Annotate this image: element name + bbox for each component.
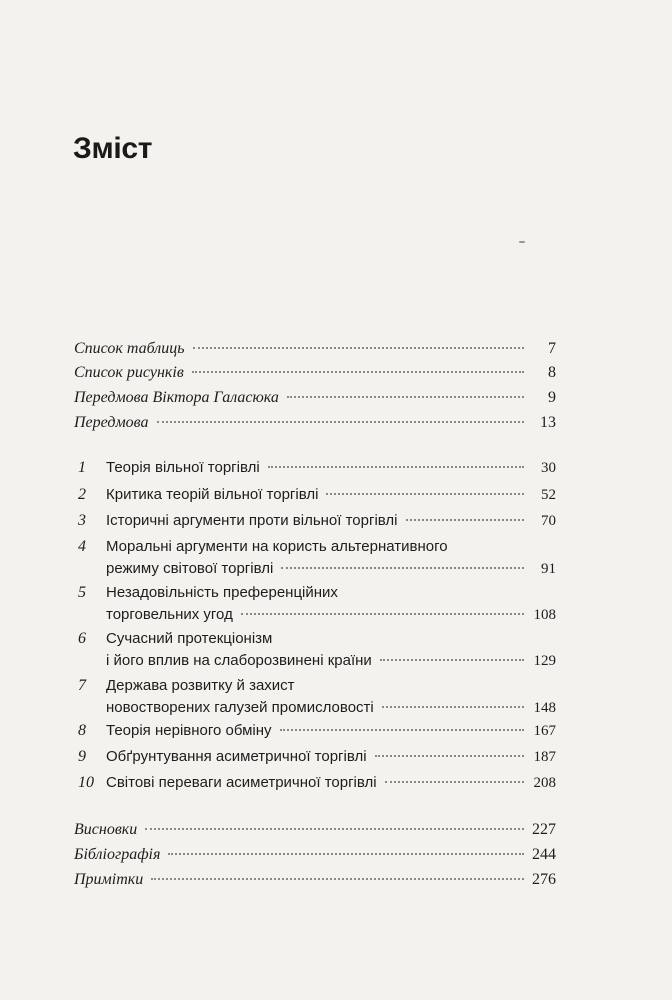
- toc-page-number: 9: [548, 389, 556, 406]
- toc-page-number: 52: [541, 487, 556, 503]
- chapter-number: 3: [78, 512, 86, 529]
- chapter-title: Держава розвитку й захист: [106, 677, 295, 694]
- toc-page-number: 208: [533, 775, 556, 791]
- chapter-title: Теорія нерівного обміну: [106, 722, 272, 739]
- toc-chapter-3[interactable]: [74, 510, 556, 532]
- chapter-title: Критика теорій вільної торгівлі: [106, 486, 319, 503]
- dot-leader: [241, 613, 524, 615]
- toc-page-number: 8: [548, 364, 556, 381]
- dot-leader: [157, 421, 525, 423]
- toc-entry-bibliography[interactable]: [74, 844, 556, 866]
- dot-leader: [380, 659, 524, 661]
- toc-chapter-9[interactable]: [74, 746, 556, 768]
- chapter-title: Історичні аргументи проти вільної торгівлі: [106, 512, 398, 529]
- toc-page-number: 7: [548, 340, 556, 357]
- toc-entry-foreword-halasiuk[interactable]: [74, 387, 556, 409]
- chapter-title-continued: торговельних угод: [106, 606, 233, 623]
- chapter-number: 5: [78, 584, 86, 601]
- toc-chapter-8[interactable]: [74, 720, 556, 742]
- chapter-number: 2: [78, 486, 86, 503]
- dot-leader: [281, 567, 524, 569]
- toc-page-number: 276: [532, 871, 556, 888]
- toc-entry-list-of-tables[interactable]: [74, 338, 556, 360]
- toc-page-number: 108: [533, 607, 556, 623]
- chapter-title-continued: новостворених галузей промисловості: [106, 699, 374, 716]
- toc-entry-label: Передмова Віктора Галасюка: [74, 389, 279, 406]
- toc-entry-label: Список таблиць: [74, 340, 185, 357]
- dot-leader: [287, 396, 524, 398]
- toc-page-number: 30: [541, 460, 556, 476]
- dot-leader: [385, 781, 524, 783]
- chapter-number: 4: [78, 538, 86, 555]
- toc-page-number: 129: [533, 653, 556, 669]
- dot-leader: [268, 466, 524, 468]
- toc-entry-label: Примітки: [74, 871, 144, 888]
- toc-page-number: 13: [540, 414, 556, 431]
- toc-chapter-1[interactable]: [74, 457, 556, 479]
- dot-leader: [168, 853, 524, 855]
- dot-leader: [151, 878, 524, 880]
- toc-page-number: 227: [532, 821, 556, 838]
- page-speck: [519, 241, 525, 243]
- toc-chapter-7[interactable]: [74, 675, 556, 719]
- dot-leader: [280, 729, 524, 731]
- toc-page-number: 148: [533, 700, 556, 716]
- toc-page-number: 187: [533, 749, 556, 765]
- toc-chapter-4[interactable]: [74, 536, 556, 580]
- page-title: Зміст: [73, 132, 153, 165]
- toc-entry-notes[interactable]: [74, 869, 556, 891]
- chapter-title: Незадовільність преференційних: [106, 584, 338, 601]
- chapter-number: 1: [78, 459, 86, 476]
- chapter-number: 10: [78, 774, 94, 791]
- chapter-number: 8: [78, 722, 86, 739]
- chapter-number: 9: [78, 748, 86, 765]
- toc-entry-foreword[interactable]: [74, 412, 556, 434]
- dot-leader: [193, 347, 524, 349]
- toc-entry-label: Список рисунків: [74, 364, 184, 381]
- toc-chapter-6[interactable]: [74, 628, 556, 672]
- toc-page-number: 70: [541, 513, 556, 529]
- toc-chapter-5[interactable]: [74, 582, 556, 626]
- chapter-title: Обґрунтування асиметричної торгівлі: [106, 748, 367, 765]
- toc-entry-label: Висновки: [74, 821, 138, 838]
- toc-page-number: 244: [532, 846, 556, 863]
- toc-entry-list-of-figures[interactable]: [74, 362, 556, 384]
- toc-entry-label: Передмова: [74, 414, 149, 431]
- chapter-number: 7: [78, 677, 86, 694]
- chapter-title-continued: режиму світової торгівлі: [106, 560, 274, 577]
- dot-leader: [192, 371, 524, 373]
- chapter-title: Світові переваги асиметричної торгівлі: [106, 774, 377, 791]
- toc-entry-conclusions[interactable]: [74, 819, 556, 841]
- dot-leader: [326, 493, 524, 495]
- toc-chapter-2[interactable]: [74, 484, 556, 506]
- dot-leader: [406, 519, 525, 521]
- chapter-title-continued: і його вплив на слаборозвинені країни: [106, 652, 372, 669]
- toc-entry-label: Бібліографія: [74, 846, 161, 863]
- toc-page-number: 167: [533, 723, 556, 739]
- chapter-title: Моральні аргументи на користь альтернативного: [106, 538, 448, 555]
- dot-leader: [375, 755, 524, 757]
- dot-leader: [145, 828, 524, 830]
- toc-page-number: 91: [541, 561, 556, 577]
- toc-chapter-10[interactable]: [74, 772, 556, 794]
- chapter-number: 6: [78, 630, 86, 647]
- chapter-title: Сучасний протекціонізм: [106, 630, 273, 647]
- dot-leader: [382, 706, 524, 708]
- chapter-title: Теорія вільної торгівлі: [106, 459, 260, 476]
